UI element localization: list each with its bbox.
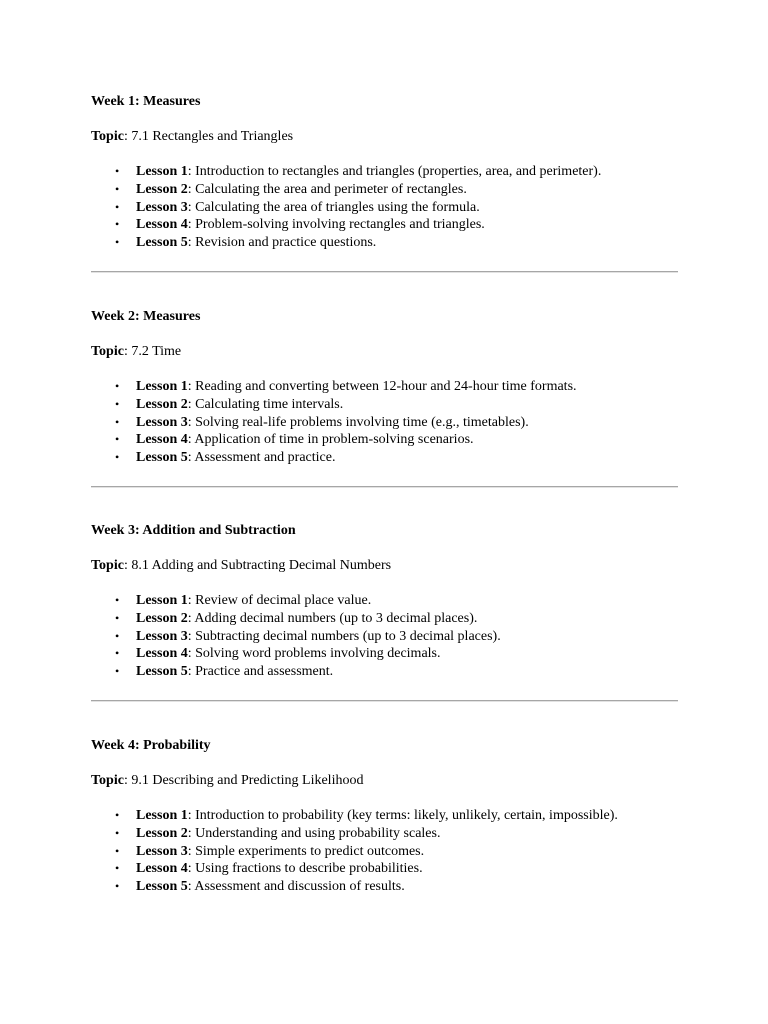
bullet-icon: • bbox=[115, 235, 120, 250]
bullet-icon: • bbox=[115, 825, 120, 840]
section-divider bbox=[91, 700, 678, 702]
lesson-text: : Solving real-life problems involving time (e.g., timetables). bbox=[187, 414, 529, 430]
lesson-text: : Solving word problems involving decimals. bbox=[187, 646, 441, 662]
lesson-name: Lesson 4 bbox=[136, 646, 188, 662]
list-item bbox=[91, 843, 678, 861]
topic-label: Topic bbox=[91, 344, 124, 359]
lesson-text: : Calculating the area and perimeter of rectangles. bbox=[187, 181, 467, 197]
list-item bbox=[91, 860, 678, 878]
lesson-name: Lesson 1 bbox=[136, 808, 188, 823]
week-section-1 bbox=[91, 93, 678, 252]
lesson-text: : Revision and practice questions. bbox=[187, 235, 377, 251]
lesson-name: Lesson 4 bbox=[136, 432, 188, 448]
topic-label: Topic bbox=[91, 129, 124, 144]
lesson-name: Lesson 2 bbox=[136, 396, 188, 412]
bullet-icon: • bbox=[115, 861, 120, 876]
lesson-text: : Review of decimal place value. bbox=[187, 593, 372, 608]
topic-label: Topic bbox=[91, 558, 124, 573]
bullet-icon: • bbox=[115, 664, 120, 679]
list-item bbox=[91, 807, 678, 825]
lesson-text: : Adding decimal numbers (up to 3 decimal places). bbox=[187, 610, 478, 626]
lesson-name: Lesson 2 bbox=[136, 610, 188, 626]
list-item bbox=[91, 645, 678, 663]
list-item bbox=[91, 825, 678, 843]
bullet-icon: • bbox=[115, 879, 120, 894]
list-item bbox=[91, 449, 678, 467]
lesson-name: Lesson 1 bbox=[136, 379, 188, 394]
lesson-name: Lesson 4 bbox=[136, 861, 188, 877]
lesson-name: Lesson 3 bbox=[136, 414, 188, 430]
bullet-icon: • bbox=[115, 432, 120, 447]
list-item bbox=[91, 610, 678, 628]
week-title: Week 1: Measures bbox=[91, 94, 201, 109]
bullet-icon: • bbox=[115, 628, 120, 643]
bullet-icon: • bbox=[115, 414, 120, 429]
lesson-name: Lesson 5 bbox=[136, 450, 188, 466]
lesson-name: Lesson 3 bbox=[136, 628, 188, 644]
lesson-list bbox=[91, 807, 678, 896]
list-item bbox=[91, 216, 678, 234]
list-item bbox=[91, 414, 678, 432]
lesson-name: Lesson 5 bbox=[136, 235, 188, 251]
list-item bbox=[91, 431, 678, 449]
list-item bbox=[91, 199, 678, 217]
lesson-list bbox=[91, 378, 678, 467]
bullet-icon: • bbox=[115, 199, 120, 214]
topic-line bbox=[91, 343, 678, 361]
bullet-icon: • bbox=[115, 379, 120, 393]
lesson-name: Lesson 2 bbox=[136, 825, 188, 841]
week-title: Week 2: Measures bbox=[91, 309, 201, 324]
lesson-name: Lesson 1 bbox=[136, 164, 188, 179]
list-item bbox=[91, 628, 678, 646]
week-section-2 bbox=[91, 308, 678, 467]
week-section-4 bbox=[91, 737, 678, 896]
lesson-text: : Problem-solving involving rectangles and triangles. bbox=[187, 217, 485, 233]
lesson-text: : Assessment and practice. bbox=[187, 450, 336, 466]
bullet-icon: • bbox=[115, 593, 120, 607]
lesson-name: Lesson 5 bbox=[136, 664, 188, 680]
lesson-text: : Calculating the area of triangles using the formula. bbox=[187, 199, 480, 215]
bullet-icon: • bbox=[115, 396, 120, 411]
bullet-icon: • bbox=[115, 164, 120, 178]
lesson-text: : Application of time in problem-solving scenarios. bbox=[187, 432, 474, 448]
bullet-icon: • bbox=[115, 217, 120, 232]
topic-label: Topic bbox=[91, 773, 124, 788]
topic-line bbox=[91, 128, 678, 146]
topic-text: : 7.2 Time bbox=[123, 344, 182, 359]
lesson-name: Lesson 4 bbox=[136, 217, 188, 233]
bullet-icon: • bbox=[115, 808, 120, 822]
section-divider bbox=[91, 486, 678, 488]
lesson-name: Lesson 3 bbox=[136, 199, 188, 215]
lesson-text: : Understanding and using probability scales. bbox=[187, 825, 441, 841]
lesson-list bbox=[91, 163, 678, 252]
lesson-name: Lesson 5 bbox=[136, 879, 188, 895]
lesson-text: : Calculating time intervals. bbox=[187, 396, 344, 412]
list-item bbox=[91, 592, 678, 610]
list-item bbox=[91, 396, 678, 414]
week-section-3 bbox=[91, 522, 678, 681]
bullet-icon: • bbox=[115, 610, 120, 625]
lesson-text: : Simple experiments to predict outcomes. bbox=[187, 843, 425, 859]
lesson-text: : Assessment and discussion of results. bbox=[187, 879, 405, 895]
topic-line bbox=[91, 772, 678, 790]
topic-text: : 7.1 Rectangles and Triangles bbox=[123, 129, 294, 144]
list-item bbox=[91, 663, 678, 681]
lesson-text: : Subtracting decimal numbers (up to 3 decimal places). bbox=[187, 628, 501, 644]
topic-text: : 8.1 Adding and Subtracting Decimal Numbers bbox=[123, 558, 392, 573]
list-item bbox=[91, 378, 678, 396]
lesson-text: : Using fractions to describe probabilities. bbox=[187, 861, 423, 877]
bullet-icon: • bbox=[115, 646, 120, 661]
lesson-text: : Introduction to rectangles and triangles (properties, area, and perimeter). bbox=[187, 164, 602, 179]
bullet-icon: • bbox=[115, 450, 120, 465]
list-item bbox=[91, 163, 678, 181]
section-divider bbox=[91, 271, 678, 273]
topic-text: : 9.1 Describing and Predicting Likelihood bbox=[123, 773, 364, 788]
week-title: Week 3: Addition and Subtraction bbox=[91, 523, 296, 538]
lesson-text: : Practice and assessment. bbox=[187, 664, 334, 680]
list-item bbox=[91, 878, 678, 896]
list-item bbox=[91, 181, 678, 199]
lesson-text: : Reading and converting between 12-hour and 24-hour time formats. bbox=[187, 379, 577, 394]
lesson-name: Lesson 3 bbox=[136, 843, 188, 859]
lesson-name: Lesson 1 bbox=[136, 593, 188, 608]
bullet-icon: • bbox=[115, 181, 120, 196]
week-title: Week 4: Probability bbox=[91, 738, 211, 753]
lesson-text: : Introduction to probability (key terms: likely, unlikely, certain, impossible). bbox=[187, 808, 618, 823]
lesson-list bbox=[91, 592, 678, 681]
topic-line bbox=[91, 557, 678, 575]
bullet-icon: • bbox=[115, 843, 120, 858]
list-item bbox=[91, 234, 678, 252]
lesson-name: Lesson 2 bbox=[136, 181, 188, 197]
